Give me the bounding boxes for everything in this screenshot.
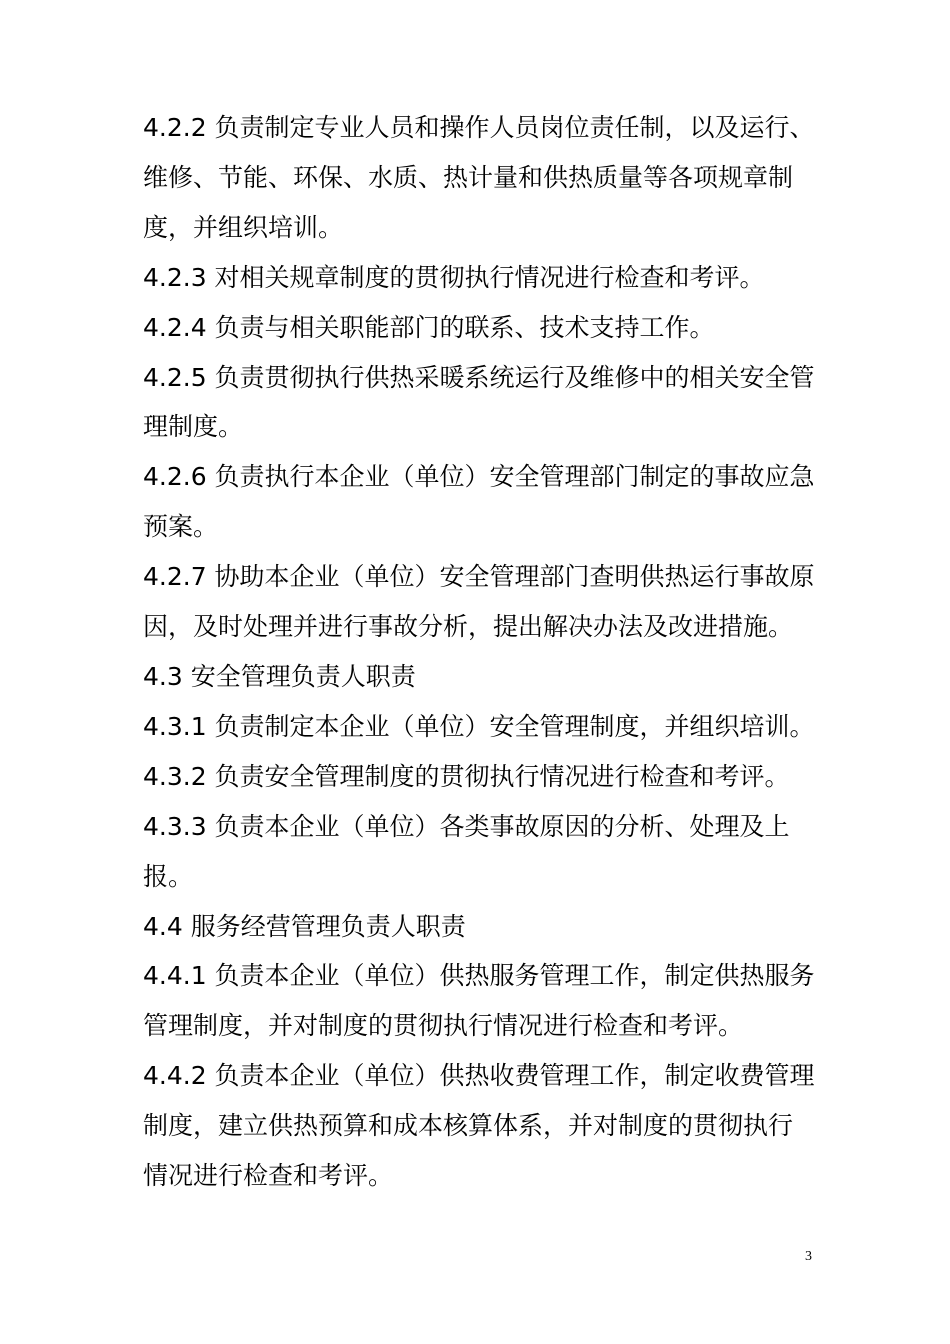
paragraph-4-2-7: 4.2.7 协助本企业（单位）安全管理部门查明供热运行事故原因，及时处理并进行事故分析，提出解决办法及改进措施。 [143,562,815,642]
paragraph-4-3-3: 4.3.3 负责本企业（单位）各类事故原因的分析、处理及上报。 [143,811,790,891]
paragraph-4-2-3: 4.2.3 对相关规章制度的贯彻执行情况进行检查和考评。 [143,262,765,292]
paragraph-4-4-2: 4.4.2 负责本企业（单位）供热收费管理工作，制定收费管理制度，建立供热预算和成本核算体系，并对制度的贯彻执行情况进行检查和考评。 [143,1061,815,1191]
paragraph-4-2-6: 4.2.6 负责执行本企业（单位）安全管理部门制定的事故应急预案。 [143,462,815,542]
paragraph-4-4-1: 4.4.1 负责本企业（单位）供热服务管理工作，制定供热服务管理制度，并对制度的贯彻执行情况进行检查和考评。 [143,961,815,1041]
paragraph-4-2-4: 4.2.4 负责与相关职能部门的联系、技术支持工作。 [143,312,715,342]
document-body [143,103,815,1201]
paragraph-4-2-5: 4.2.5 负责贯彻执行供热采暖系统运行及维修中的相关安全管理制度。 [143,362,815,442]
paragraph-4-3-2: 4.3.2 负责安全管理制度的贯彻执行情况进行检查和考评。 [143,761,790,791]
paragraph-4-2-2: 4.2.2 负责制定专业人员和操作人员岗位责任制，以及运行、维修、节能、环保、水质、热计量和供热质量等各项规章制度，并组织培训。 [143,113,815,242]
page-number: 3 [805,1249,812,1264]
paragraph-4-3-1: 4.3.1 负责制定本企业（单位）安全管理制度，并组织培训。 [143,711,815,741]
section-heading-4-3: 4.3 安全管理负责人职责 [143,661,416,691]
section-heading-4-4: 4.4 服务经营管理负责人职责 [143,911,466,941]
